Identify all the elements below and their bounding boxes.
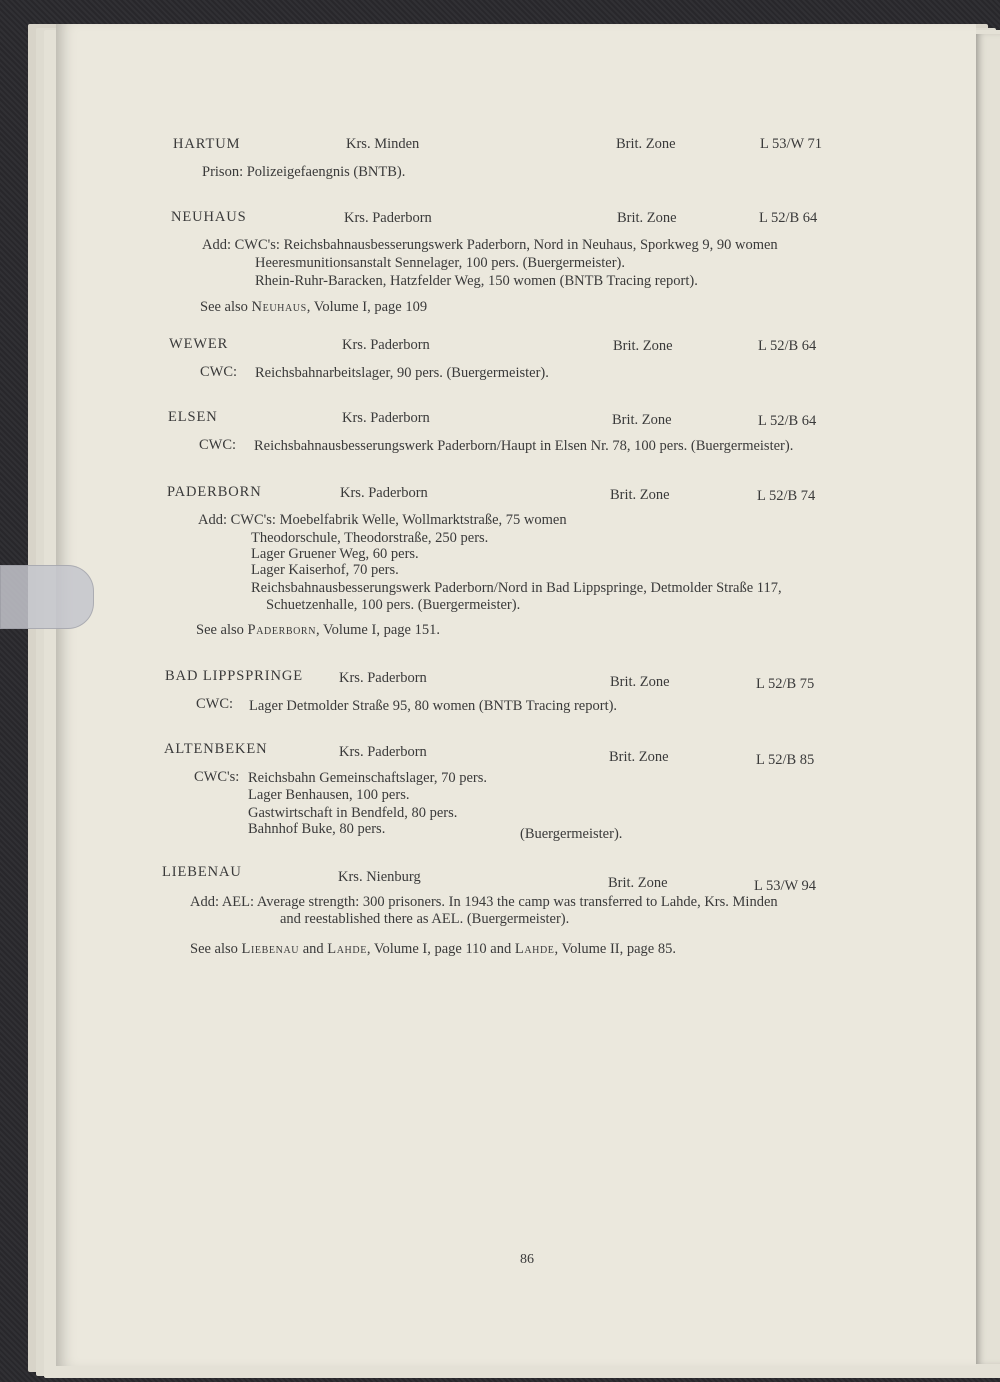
entry-line: Reichsbahn Gemeinschaftslager, 70 pers. xyxy=(248,770,487,786)
zone: Brit. Zone xyxy=(613,338,673,354)
entry-label: CWC's: xyxy=(194,769,240,785)
see-also-ref: Paderborn xyxy=(247,622,317,638)
entry-line: Reichsbahnarbeitslager, 90 pers. (Buergermeister). xyxy=(255,365,549,381)
see-also-prefix: See also xyxy=(200,299,252,315)
zone: Brit. Zone xyxy=(616,136,676,152)
place-name: ELSEN xyxy=(168,409,218,425)
entry-line: Lager Kaiserhof, 70 pers. xyxy=(251,562,399,578)
district: Krs. Paderborn xyxy=(342,410,430,426)
entry-line: Theodorschule, Theodorstraße, 250 pers. xyxy=(251,530,489,546)
entry-line: Prison: Polizeigefaengnis (BNTB). xyxy=(202,164,406,180)
zone: Brit. Zone xyxy=(610,487,670,503)
entry-line: and reestablished there as AEL. (Buergermeister). xyxy=(280,911,570,927)
place-name: LIEBENAU xyxy=(162,864,242,880)
zone: Brit. Zone xyxy=(612,412,672,428)
see-also-suffix: , Volume I, page 109 xyxy=(306,299,428,315)
map-reference: L 52/B 64 xyxy=(759,210,818,226)
see-also-ref: Lahde xyxy=(514,941,555,957)
see-also-ref: Lahde xyxy=(327,941,367,957)
place-name: ALTENBEKEN xyxy=(164,741,268,757)
map-reference: L 53/W 71 xyxy=(760,136,823,152)
place-name: NEUHAUS xyxy=(171,209,247,225)
zone: Brit. Zone xyxy=(609,749,669,765)
source-note: (Buergermeister). xyxy=(520,826,623,842)
see-also-prefix: See also xyxy=(196,622,248,638)
entry-line: Reichsbahnausbesserungswerk Paderborn/Nord in Bad Lippspringe, Detmolder Straße 117, xyxy=(251,580,782,596)
book-page xyxy=(56,24,976,1366)
map-reference: L 52/B 64 xyxy=(758,413,817,429)
see-also-prefix: See also xyxy=(190,941,242,957)
see-also-text: and xyxy=(299,941,328,957)
see-also-text: , Volume I, page 110 and xyxy=(366,941,515,957)
zone: Brit. Zone xyxy=(617,210,677,226)
entry-line: Lager Detmolder Straße 95, 80 women (BNTB Tracing report). xyxy=(249,698,618,714)
map-reference: L 52/B 85 xyxy=(756,752,815,768)
zone: Brit. Zone xyxy=(608,875,668,891)
entry-line: Add: CWC's: Reichsbahnausbesserungswerk Paderborn, Nord in Neuhaus, Sporkweg 9, 90 women xyxy=(202,237,778,253)
page-marker-tab xyxy=(0,565,94,629)
place-name: PADERBORN xyxy=(167,484,262,500)
page-number: 86 xyxy=(520,1252,534,1267)
facing-page-edge xyxy=(976,34,1000,1364)
district: Krs. Paderborn xyxy=(340,485,428,501)
entry-line: Reichsbahnausbesserungswerk Paderborn/Haupt in Elsen Nr. 78, 100 pers. (Buergermeister). xyxy=(254,438,794,454)
see-also-suffix: , Volume II, page 85. xyxy=(554,941,676,957)
entry-line: Gastwirtschaft in Bendfeld, 80 pers. xyxy=(248,805,458,821)
see-also xyxy=(200,299,427,316)
district: Krs. Paderborn xyxy=(342,337,430,353)
district: Krs. Paderborn xyxy=(344,210,432,226)
zone: Brit. Zone xyxy=(610,674,670,690)
entry-line: Bahnhof Buke, 80 pers. xyxy=(248,821,386,837)
map-reference: L 52/B 75 xyxy=(756,676,815,692)
entry-label: CWC: xyxy=(200,364,238,380)
place-name: WEWER xyxy=(169,336,229,352)
entry-line: Schuetzenhalle, 100 pers. (Buergermeister). xyxy=(266,597,521,613)
map-reference: L 52/B 74 xyxy=(757,488,816,504)
entry-line: Heeresmunitionsanstalt Sennelager, 100 pers. (Buergermeister). xyxy=(255,255,625,271)
place-name: HARTUM xyxy=(173,136,241,152)
see-also xyxy=(190,941,676,958)
district: Krs. Minden xyxy=(346,136,420,152)
district: Krs. Paderborn xyxy=(339,670,427,686)
entry-line: Lager Gruener Weg, 60 pers. xyxy=(251,546,419,562)
see-also-suffix: , Volume I, page 151. xyxy=(316,622,440,638)
entry-line: Add: CWC's: Moebelfabrik Welle, Wollmarktstraße, 75 women xyxy=(198,512,567,528)
entry-label: CWC: xyxy=(196,696,234,712)
see-also xyxy=(196,622,440,639)
see-also-ref: Liebenau xyxy=(241,941,300,957)
entry-line: Rhein-Ruhr-Baracken, Hatzfelder Weg, 150 women (BNTB Tracing report). xyxy=(255,273,698,289)
see-also-ref: Neuhaus xyxy=(251,299,307,315)
district: Krs. Paderborn xyxy=(339,744,427,760)
place-name: BAD LIPPSPRINGE xyxy=(165,668,303,684)
district: Krs. Nienburg xyxy=(338,869,421,885)
map-reference: L 52/B 64 xyxy=(758,338,817,354)
entry-line: Lager Benhausen, 100 pers. xyxy=(248,787,410,803)
entry-line: Add: AEL: Average strength: 300 prisoners. In 1943 the camp was transferred to Lahde, Krs. Minden xyxy=(190,894,778,910)
entry-label: CWC: xyxy=(199,437,237,453)
map-reference: L 53/W 94 xyxy=(754,878,817,894)
